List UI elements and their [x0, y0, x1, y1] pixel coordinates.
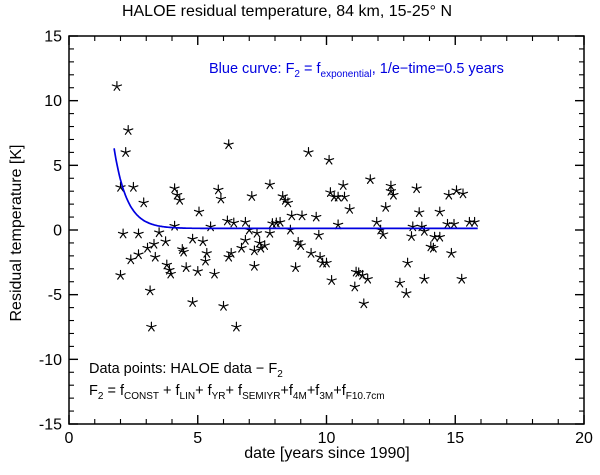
data-point-star: [119, 229, 128, 238]
data-point-star: [415, 208, 424, 217]
data-point-star: [316, 252, 325, 261]
annotation-text: +f: [280, 383, 293, 399]
data-point-star: [307, 249, 316, 258]
data-point-star: [265, 228, 274, 237]
data-point-star: [232, 322, 241, 331]
data-point-star: [443, 219, 452, 228]
data-point-star: [312, 212, 321, 221]
data-point-star: [458, 189, 467, 198]
data-point-star: [116, 271, 125, 280]
data-point-star: [147, 322, 156, 331]
annotation-sub: 2: [97, 390, 104, 402]
annotation-text: F: [89, 383, 98, 399]
x-axis-label: date [years since 1990]: [244, 445, 410, 462]
data-point-star: [435, 207, 444, 216]
data-point-star: [219, 302, 228, 311]
data-point-star: [143, 243, 152, 252]
data-point-star: [420, 274, 429, 283]
f2-definition-annotation: [89, 383, 385, 402]
y-tick-label: 5: [53, 157, 62, 175]
annotation-text: = f: [103, 383, 124, 399]
data-point-star: [188, 234, 197, 243]
annotation-text: Blue curve: F: [209, 61, 295, 77]
data-point-star: [287, 211, 296, 220]
data-point-star: [241, 236, 250, 245]
annotation-sub: SEMIYR: [242, 390, 281, 402]
data-point-star: [272, 218, 281, 227]
data-points-annotation: [89, 361, 283, 380]
annotation-sub: YR: [211, 390, 226, 402]
x-tick-label: 0: [64, 430, 74, 447]
data-point-star: [327, 276, 336, 285]
data-point-star: [161, 237, 170, 246]
data-point-star: [252, 228, 261, 237]
data-point-star: [314, 230, 323, 239]
data-point-star: [201, 256, 210, 265]
data-point-star: [408, 222, 417, 231]
exponential-curve: [114, 148, 478, 228]
data-point-star: [291, 263, 300, 272]
data-point-star: [444, 190, 453, 199]
annotation-sub: exponential: [320, 68, 372, 80]
data-point-star: [216, 194, 225, 203]
data-point-star: [129, 183, 138, 192]
annotation-sub: 3M: [319, 390, 334, 402]
data-point-star: [224, 140, 233, 149]
y-tick-label: 0: [53, 222, 62, 240]
y-tick-label: -10: [38, 351, 62, 369]
data-point-star: [121, 148, 130, 157]
x-tick-label: 5: [193, 430, 203, 447]
data-point-star: [210, 269, 219, 278]
annotation-text: = f: [299, 61, 321, 77]
data-point-star: [139, 198, 148, 207]
annotation-text: +f: [306, 383, 320, 399]
data-point-star: [223, 216, 232, 225]
annotation-sub: 2: [277, 368, 283, 380]
data-point-star: [124, 126, 133, 135]
y-tick-label: -15: [38, 416, 62, 434]
data-point-star: [195, 207, 204, 216]
y-tick-label: 10: [44, 93, 62, 111]
y-tick-label: -5: [47, 287, 62, 305]
x-tick-label: 20: [575, 430, 593, 447]
data-point-star: [334, 192, 343, 201]
data-point-star: [126, 255, 135, 264]
data-point-star: [298, 211, 307, 220]
data-point-star: [198, 237, 207, 246]
annotation-sub: 4M: [292, 390, 307, 402]
data-point-star: [206, 222, 215, 231]
data-point-star: [447, 249, 456, 258]
data-point-star: [250, 261, 259, 270]
data-point-star: [151, 252, 160, 261]
blue-curve-annotation: [209, 61, 504, 80]
data-point-star: [403, 258, 412, 267]
data-point-star: [193, 267, 202, 276]
data-point-star: [202, 249, 211, 258]
data-point-star: [166, 269, 175, 278]
data-point-star: [407, 232, 416, 241]
data-point-star: [173, 190, 182, 199]
data-point-star: [134, 250, 143, 259]
data-point-star: [366, 175, 375, 184]
chart-title: HALOE residual temperature, 84 km, 15-25° N: [121, 3, 453, 20]
data-point-star: [322, 258, 331, 267]
annotation-text: Data points: HALOE data − F: [89, 361, 278, 377]
data-point-star: [134, 229, 143, 238]
annotation-text: + f: [158, 383, 180, 399]
data-point-star: [457, 274, 466, 283]
data-point-star: [402, 289, 411, 298]
data-point-star: [412, 184, 421, 193]
data-point-star: [359, 299, 368, 308]
annotation-sub: F10.7cm: [345, 390, 385, 402]
data-point-star: [214, 185, 223, 194]
data-point-star: [449, 219, 458, 228]
data-point-star: [112, 82, 121, 91]
data-point-star: [247, 192, 256, 201]
data-point-star: [245, 225, 254, 234]
x-tick-label: 15: [446, 430, 465, 447]
annotation-text: , 1/e−time=0.5 years: [371, 61, 504, 77]
data-point-star: [146, 286, 155, 295]
annotation-sub: LIN: [179, 390, 196, 402]
data-point-star: [241, 217, 250, 226]
data-point-star: [345, 205, 354, 214]
data-point-star: [376, 225, 385, 234]
annotation-text: + f: [195, 383, 212, 399]
data-point-star: [395, 278, 404, 287]
data-point-star: [340, 192, 349, 201]
data-point-star: [188, 298, 197, 307]
annotation-sub: CONST: [123, 390, 159, 402]
data-point-star: [286, 225, 295, 234]
data-point-star: [255, 238, 264, 247]
annotation-text: +f: [333, 383, 346, 399]
data-point-star: [350, 282, 359, 291]
data-point-star: [182, 263, 191, 272]
y-tick-label: 15: [44, 28, 62, 46]
data-point-star: [334, 220, 343, 229]
data-point-star: [265, 180, 274, 189]
data-point-star: [162, 260, 171, 269]
data-point-star: [325, 155, 334, 164]
data-point-star: [304, 148, 313, 157]
annotation-sub: 2: [294, 68, 300, 80]
data-point-star: [381, 203, 390, 212]
data-point-star: [339, 181, 348, 190]
data-point-star: [155, 228, 164, 237]
y-axis-label-text: Residual temperature [K]: [8, 144, 25, 322]
x-tick-label: 10: [317, 430, 336, 447]
data-point-star: [237, 243, 246, 252]
annotation-text: + f: [225, 383, 243, 399]
data-point-star: [372, 217, 381, 226]
data-point-star: [363, 274, 372, 283]
